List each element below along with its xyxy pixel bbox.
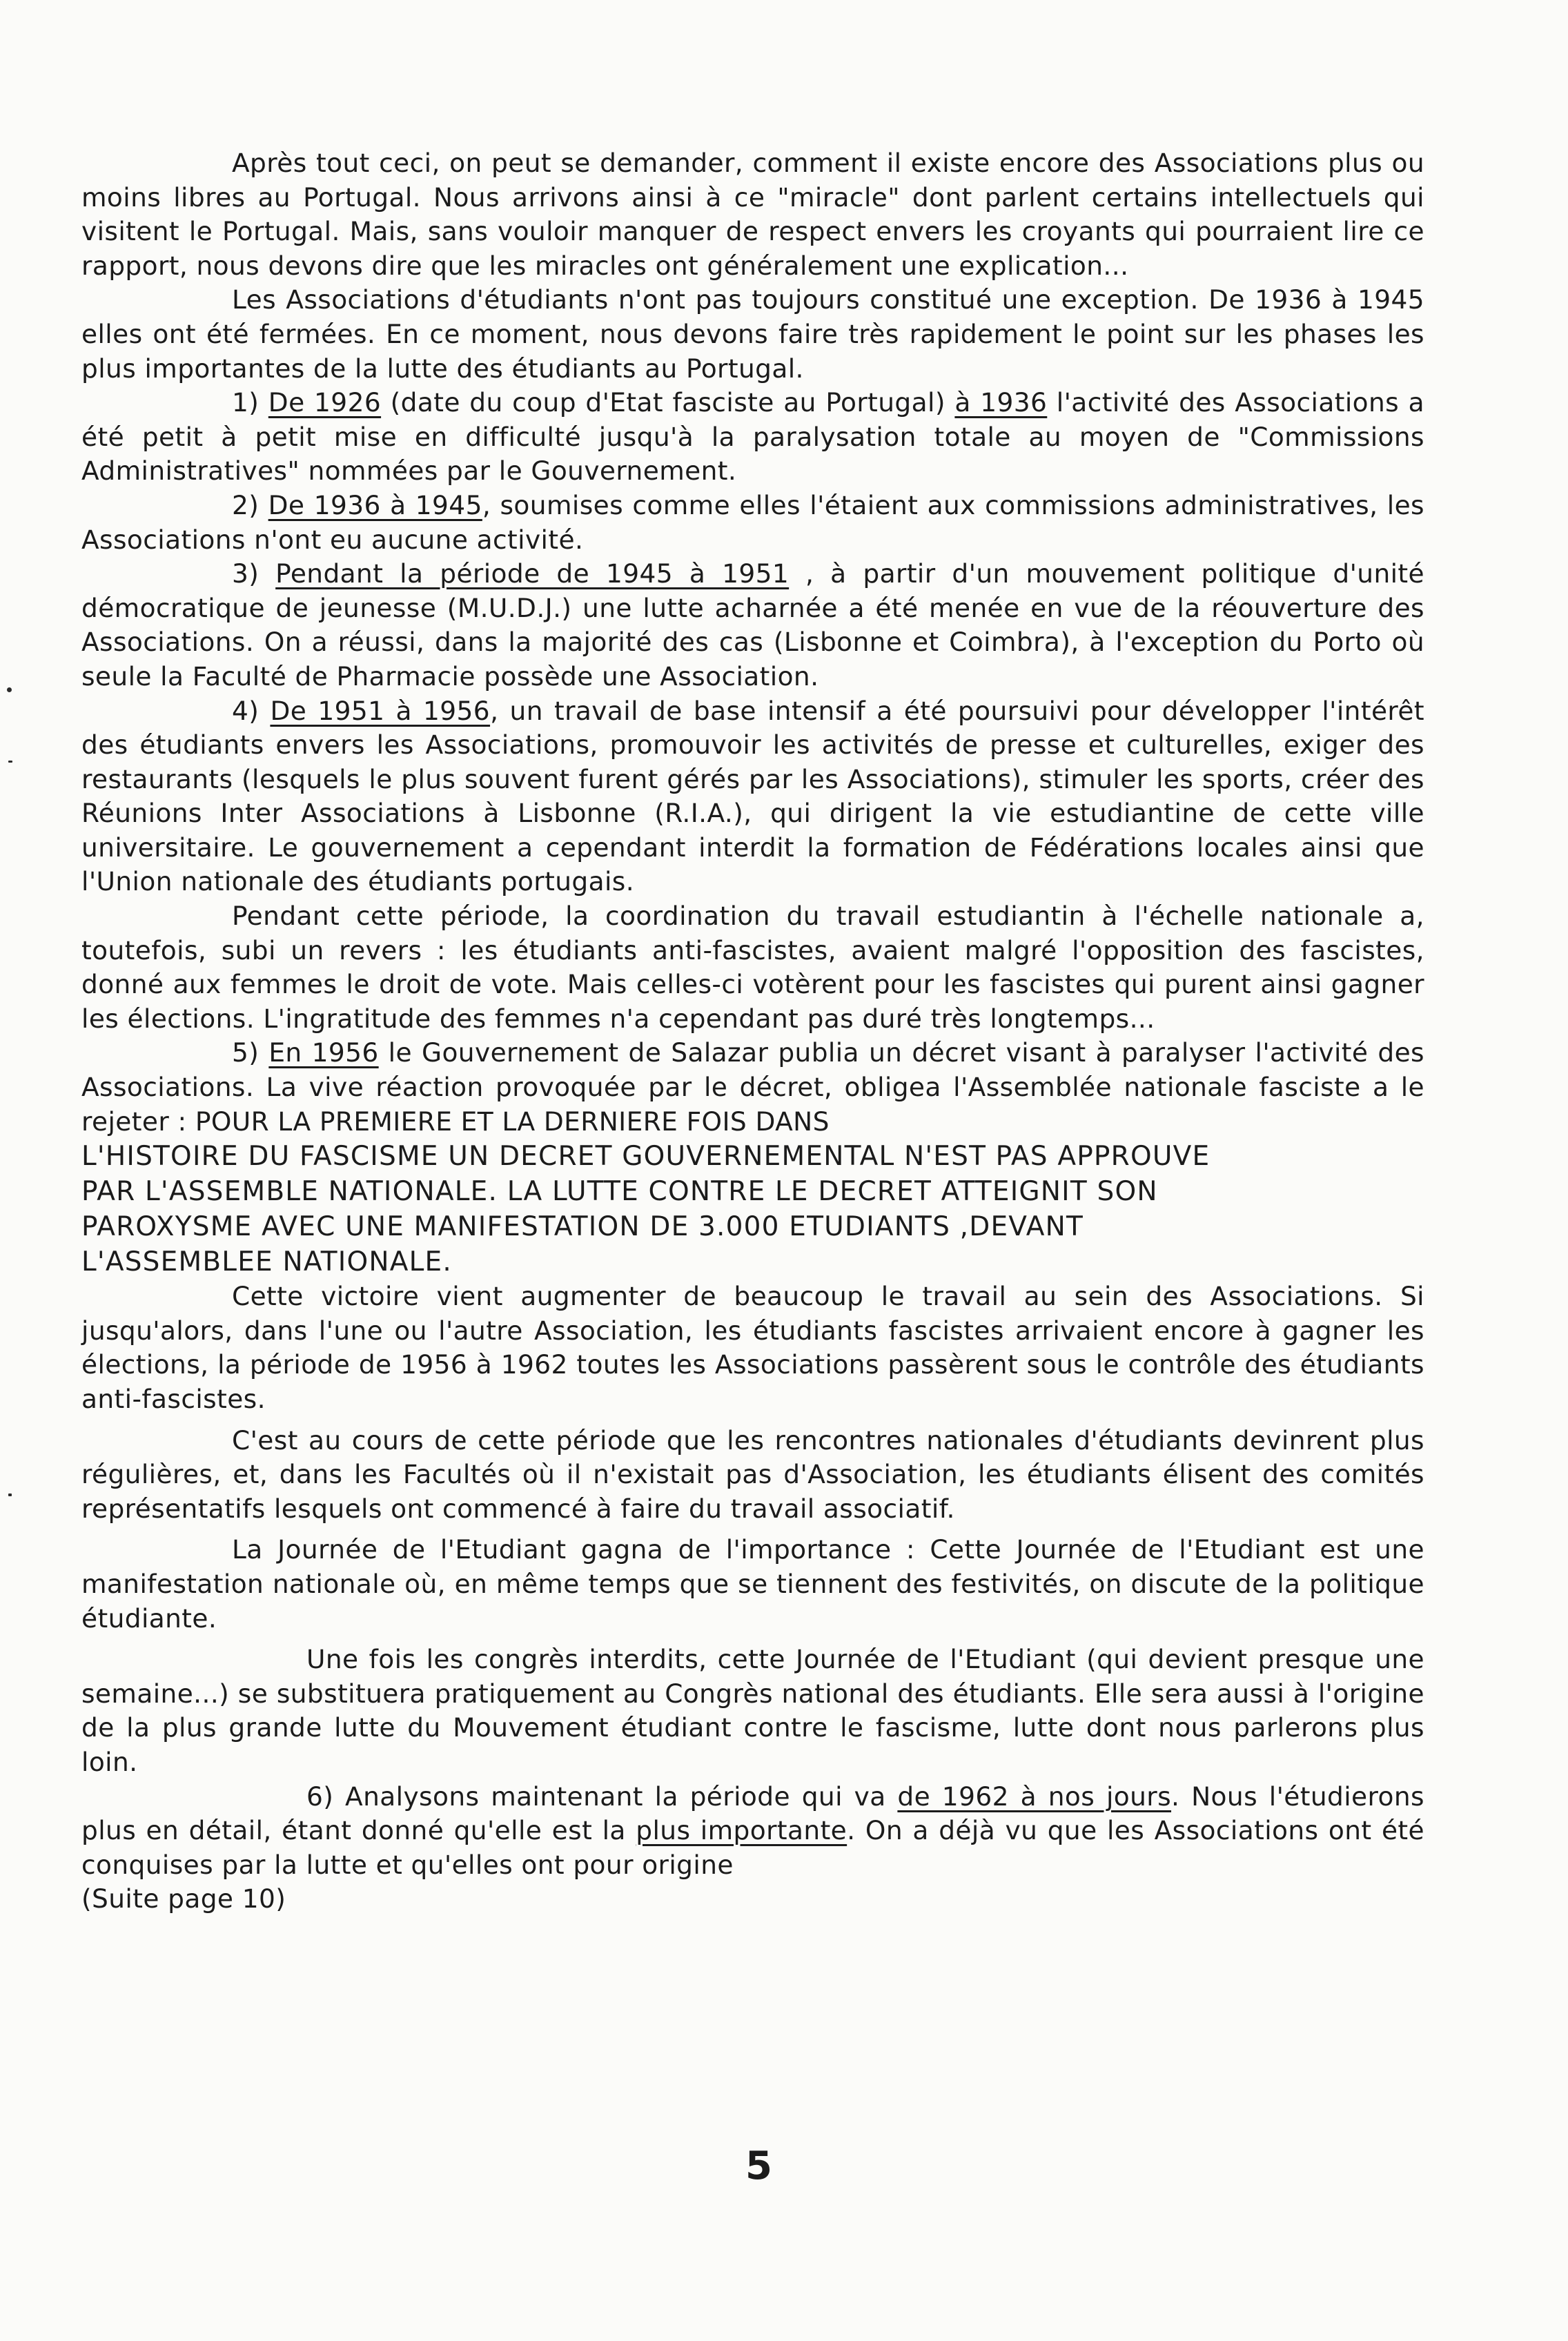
date-underlined: à 1936 <box>954 387 1048 418</box>
date-underlined: En 1956 <box>268 1037 379 1068</box>
paragraph-coordination: Pendant cette période, la coordination du travail estudiantin à l'échelle nationale a, toutefois, subi un revers : les étudiants anti-fascistes, avaient malgré l'opposition des fascistes, donné aux femmes le droit de vote. Mais celles-ci votèrent pour les fascistes qui purent ainsi gagner les élections. L'ingratitude des femmes n'a cependant pas duré très longtemps... <box>81 901 1424 1034</box>
margin-dot-mark <box>7 687 12 692</box>
paragraph-phase-6: 6) Analysons maintenant la période qui va de 1962 à nos jours. Nous l'étudierons plus en détail, étant donné qu'elle est la plus importante. On a déjà vu que les Associations ont été conquises par la lutte et qu'elles ont pour origine <box>81 1781 1425 1880</box>
paragraph-national-meetings: C'est au cours de cette période que les rencontres nationales d'étudiants devinrent plus régulières, et, dans les Facultés où il n'existait pas d'Association, les étudiants élisent des comités représentatifs lesquels ont commencé à faire du travail associatif. <box>81 1424 1424 1524</box>
paragraph-phase-3: 3) Pendant la période de 1945 à 1951 , à partir d'un mouvement politique d'unité démocratique de jeunesse (M.U.D.J.) une lutte acharnée a été menée en vue de la réouverture des Associations. On a réussi, dans la majorité des cas (Lisbonne et Coimbra), à l'exception du Porto où seule la Faculté de Pharmacie possède une Association. <box>81 558 1425 692</box>
paragraph-caps-statement: L'HISTOIRE DU FASCISME UN DECRET GOUVERNEMENTAL N'EST PAS APPROUVE PAR L'ASSEMBLE NATIONALE. LA LUTTE CONTRE LE DECRET ATTEIGNIT SON PAROXYSME AVEC UNE MANIFESTATION DE 3.000 ETUDIANTS ,DEVANT L'ASSEMBLEE NATIONALE. <box>81 1141 1211 1278</box>
margin-dash-mark <box>8 761 12 763</box>
paragraph-phase-5: 5) En 1956 le Gouvernement de Salazar publia un décret visant à paralyser l'activité des Associations. La vive réaction provoquée par le décret, obligea l'Assemblée nationale fasciste a le rejeter : POUR LA PREMIERE ET LA DERNIERE FOIS DANS <box>81 1037 1424 1137</box>
date-underlined: De 1951 à 1956 <box>270 695 491 726</box>
paragraph-intro: Après tout ceci, on peut se demander, comment il existe encore des Associations plus ou moins libres au Portugal. Nous arrivons ainsi à ce "miracle" dont parlent certains intellectuels qui visitent le Portugal. Mais, sans vouloir manquer de respect envers les croyants qui pourraient lire ce rapport, nous devons dire que les miracles ont généralement une explication... <box>81 148 1424 281</box>
paragraph-congress: Une fois les congrès interdits, cette Journée de l'Etudiant (qui devient presque une semaine...) se substituera pratiquement au Congrès national des étudiants. Elle sera aussi à l'origine de la plus grande lutte du Mouvement étudiant contre le fascisme, lutte dont nous parlerons plus loin. <box>81 1644 1424 1777</box>
date-underlined: De 1936 à 1945 <box>268 489 482 520</box>
paragraph-phase-4: 4) De 1951 à 1956, un travail de base intensif a été poursuivi pour développer l'intérêt des étudiants envers les Associations, promouvoir les activités de presse et culturelles, exiger des restaurants (lesquels le plus souvent furent gérés par les Associations), stimuler les sports, créer des Réunions Inter Associations à Lisbonne (R.I.A.), qui dirigent la vie estudiantine de cette ville universitaire. Le gouvernement a cependant interdit la formation de Fédérations locales ainsi que l'Union nationale des étudiants portugais. <box>81 695 1424 897</box>
date-underlined: De 1926 <box>268 387 382 418</box>
margin-dash-mark <box>8 1493 12 1496</box>
document-body <box>81 146 1424 1917</box>
page-number: 5 <box>745 2144 773 2188</box>
continuation-note: (Suite page 10) <box>81 1883 286 1914</box>
date-underlined: de 1962 à nos jours <box>897 1781 1172 1812</box>
paragraph-associations-exception: Les Associations d'étudiants n'ont pas toujours constitué une exception. De 1936 à 1945 elles ont été fermées. En ce moment, nous devons faire très rapidement le point sur les phases les plus importantes de la lutte des étudiants au Portugal. <box>81 284 1424 384</box>
paragraph-student-day: La Journée de l'Etudiant gagna de l'importance : Cette Journée de l'Etudiant est une manifestation nationale où, en même temps que se tiennent des festivités, on discute de la politique étudiante. <box>81 1534 1424 1634</box>
date-underlined: Pendant la période de 1945 à 1951 <box>275 558 790 589</box>
paragraph-phase-1: 1) De 1926 (date du coup d'Etat fasciste au Portugal) à 1936 l'activité des Associations a été petit à petit mise en difficulté jusqu'à la paralysation totale au moyen de "Commissions Administratives" nommées par le Gouvernement. <box>81 387 1424 487</box>
emphasis-underlined: plus importante <box>636 1815 847 1846</box>
paragraph-victory: Cette victoire vient augmenter de beaucoup le travail au sein des Associations. Si jusqu'alors, dans l'une ou l'autre Association, les étudiants fascistes arrivaient encore à gagner les élections, la période de 1956 à 1962 toutes les Associations passèrent sous le contrôle des étudiants anti-fascistes. <box>81 1281 1424 1414</box>
paragraph-phase-2: 2) De 1936 à 1945, soumises comme elles l'étaient aux commissions administratives, les Associations n'ont eu aucune activité. <box>81 489 1424 555</box>
